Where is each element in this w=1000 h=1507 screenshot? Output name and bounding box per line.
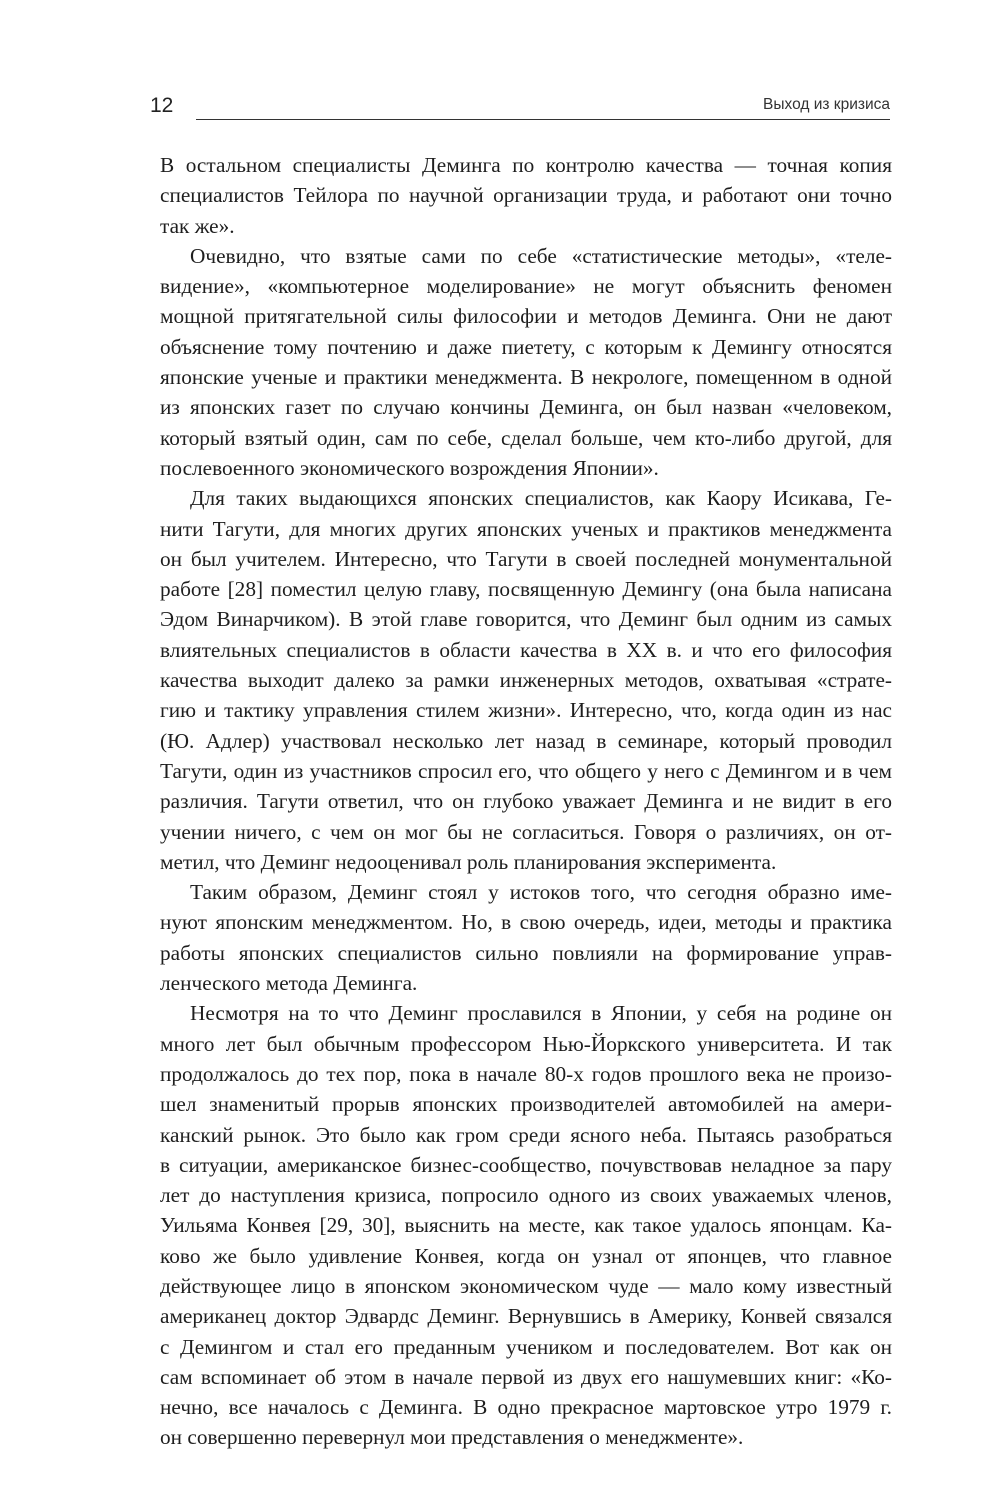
text-line: японские ученые и практики менеджмента. В некрологе, помещенном в одной [160, 365, 892, 390]
text-line: Очевидно, что взятые сами по себе «статистические методы», «теле- [190, 243, 892, 268]
text-line: работе [28] поместил целую главу, посвященную Демингу (она была написана [160, 577, 892, 602]
text-line: канский рынок. Это было как гром среди ясного неба. Пытаясь разобраться [160, 1122, 892, 1147]
text-line: Уильяма Конвея [29, 30], выяснить на месте, как такое удалось японцам. Ка- [160, 1213, 892, 1238]
text-line: Таким образом, Деминг стоял у истоков того, что сегодня образно име- [190, 880, 892, 905]
running-title: Выход из кризиса [763, 96, 890, 113]
text-line: работы японских специалистов сильно повлияли на формирование управ- [160, 940, 892, 965]
text-line: В остальном специалисты Деминга по контролю качества — точная копия [160, 153, 892, 177]
text-line: метил, что Деминг недооценивал роль планирования эксперимента. [160, 849, 777, 874]
text-line: Несмотря на то что Деминг прославился в Японии, у себя на родине он [190, 1001, 892, 1026]
header-rule [196, 119, 890, 120]
text-line: лет до наступления кризиса, попросило одного из своих уважаемых членов, [160, 1183, 892, 1208]
paragraph [160, 877, 892, 998]
paragraph [160, 150, 892, 241]
text-line: в ситуации, американское бизнес-сообщество, почувствовав неладное за пару [160, 1152, 892, 1177]
text-line: (Ю. Адлер) участвовал несколько лет назад в семинаре, который проводил [160, 728, 892, 753]
text-line: сам вспоминает об этом в начале первой из двух его нашумевших книг: «Ко- [160, 1364, 892, 1389]
page-number: 12 [150, 94, 174, 117]
text-line: Тагути, один из участников спросил его, что общего у него с Демингом и в чем [160, 758, 892, 783]
text-line: с Демингом и стал его преданным учеником и последователем. Вот как он [160, 1334, 892, 1359]
text-line: специалистов Тейлора по научной организации труда, и работают они точно [160, 183, 892, 208]
page-header [150, 92, 890, 122]
text-line: мощной притягательной силы философии и методов Деминга. Они не дают [160, 304, 892, 329]
text-line: ленческого метода Деминга. [160, 971, 418, 996]
text-line: который взятый один, сам по себе, сделал больше, чем кто-либо другой, для [160, 425, 892, 450]
text-line: американец доктор Эдвардс Деминг. Вернувшись в Америку, Конвей связался [160, 1304, 892, 1329]
text-line: продолжалось до тех пор, пока в начале 80-х годов прошлого века не произо- [160, 1061, 892, 1086]
text-line: видение», «компьютерное моделирование» не могут объяснить феномен [160, 274, 892, 299]
text-line: действующее лицо в японском экономическом чуде — мало кому известный [160, 1273, 892, 1298]
text-line: нити Тагути, для многих других японских ученых и практиков менеджмента [160, 516, 892, 541]
text-line: Эдом Винарчиком). В этой главе говорится, что Деминг был одним из самых [160, 607, 892, 632]
text-line: объяснение тому почтению и даже пиетету, с которым к Демингу относятся [160, 334, 892, 359]
text-line: так же». [160, 213, 235, 238]
text-line: из японских газет по случаю кончины Деминга, он был назван «человеком, [160, 395, 892, 420]
text-line: он совершенно перевернул мои представления о менеджменте». [160, 1425, 744, 1450]
text-line: гию и тактику управления стилем жизни». Интересно, что, когда один из нас [160, 698, 892, 723]
text-line: шел знаменитый прорыв японских производителей автомобилей на амери- [160, 1092, 892, 1117]
text-line: влиятельных специалистов в области качества в XX в. и что его философия [160, 637, 892, 662]
text-line: нуют японским менеджментом. Но, в свою очередь, идеи, методы и практика [160, 910, 892, 935]
text-line: учении ничего, с чем он мог бы не согласиться. Говоря о различиях, он от- [160, 819, 892, 844]
text-line: ково же было удивление Конвея, когда он узнал от японцев, что главное [160, 1243, 892, 1268]
paragraph [160, 998, 892, 1452]
paragraph [160, 241, 892, 483]
paragraph [160, 483, 892, 877]
text-line: Для таких выдающихся японских специалистов, как Каору Исикава, Ге- [190, 486, 892, 511]
text-line: он был учителем. Интересно, что Тагути в своей последней монументальной [160, 546, 892, 571]
text-line: нечно, все началось с Деминга. В одно прекрасное мартовское утро 1979 г. [160, 1395, 892, 1420]
text-line: различия. Тагути ответил, что он глубоко уважает Деминга и не видит в его [160, 789, 892, 814]
body-text [160, 150, 892, 1453]
text-line: послевоенного экономического возрождения Японии». [160, 455, 659, 480]
text-line: качества выходит далеко за рамки инженерных методов, охватывая «страте- [160, 668, 892, 693]
text-line: много лет был обычным профессором Нью-Йоркского университета. И так [160, 1031, 892, 1056]
